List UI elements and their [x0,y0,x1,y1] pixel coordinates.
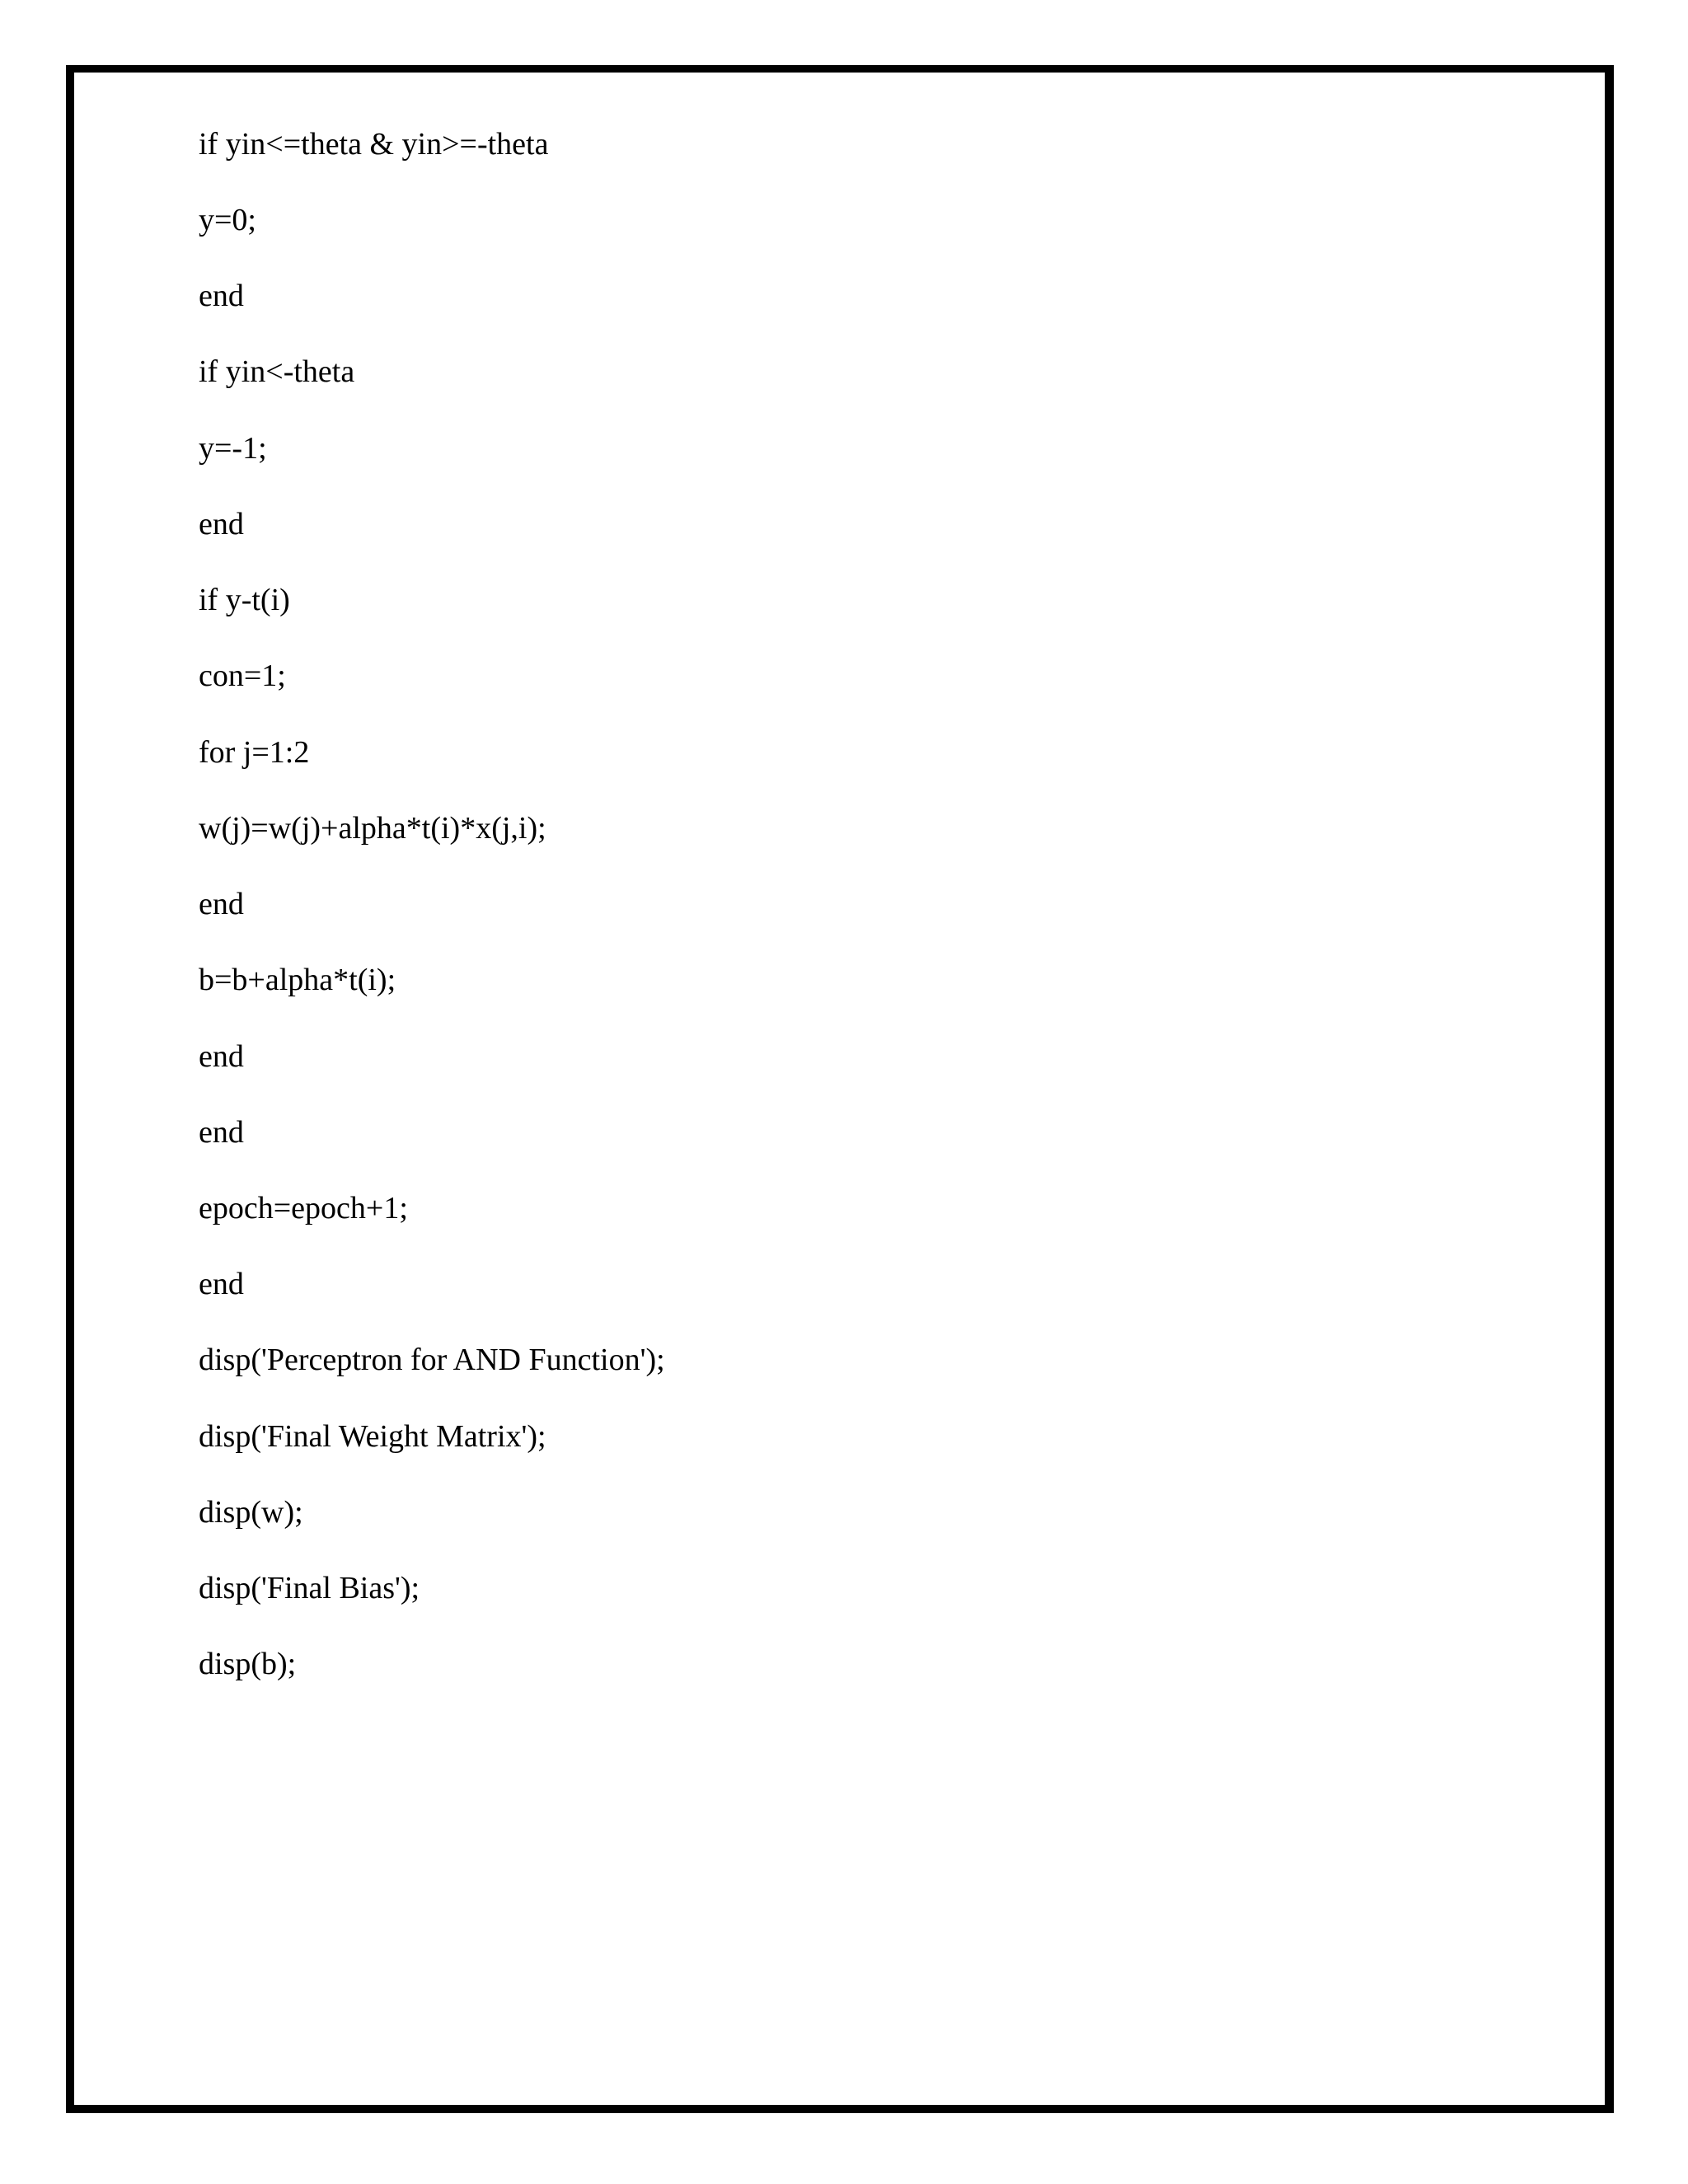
code-line: w(j)=w(j)+alpha*t(i)*x(j,i); [199,811,546,846]
code-line: disp('Final Weight Matrix'); [199,1419,546,1454]
code-line: end [199,1115,244,1150]
code-line: end [199,1039,244,1074]
code-line: end [199,1267,244,1301]
code-line: disp('Final Bias'); [199,1571,420,1605]
code-line: end [199,507,244,541]
code-line: end [199,887,244,921]
code-line: disp(w); [199,1495,303,1530]
code-line: y=-1; [199,431,267,466]
code-line: if yin<=theta & yin>=-theta [199,127,549,162]
code-line: end [199,279,244,313]
code-line: disp(b); [199,1647,297,1681]
code-line: b=b+alpha*t(i); [199,963,396,997]
code-line: con=1; [199,658,286,693]
code-line: y=0; [199,203,256,237]
code-line: for j=1:2 [199,735,310,770]
code-line: disp('Perceptron for AND Function'); [199,1343,665,1377]
code-line: if yin<-theta [199,354,355,389]
code-line: if y-t(i) [199,583,290,617]
code-line: epoch=epoch+1; [199,1191,408,1226]
